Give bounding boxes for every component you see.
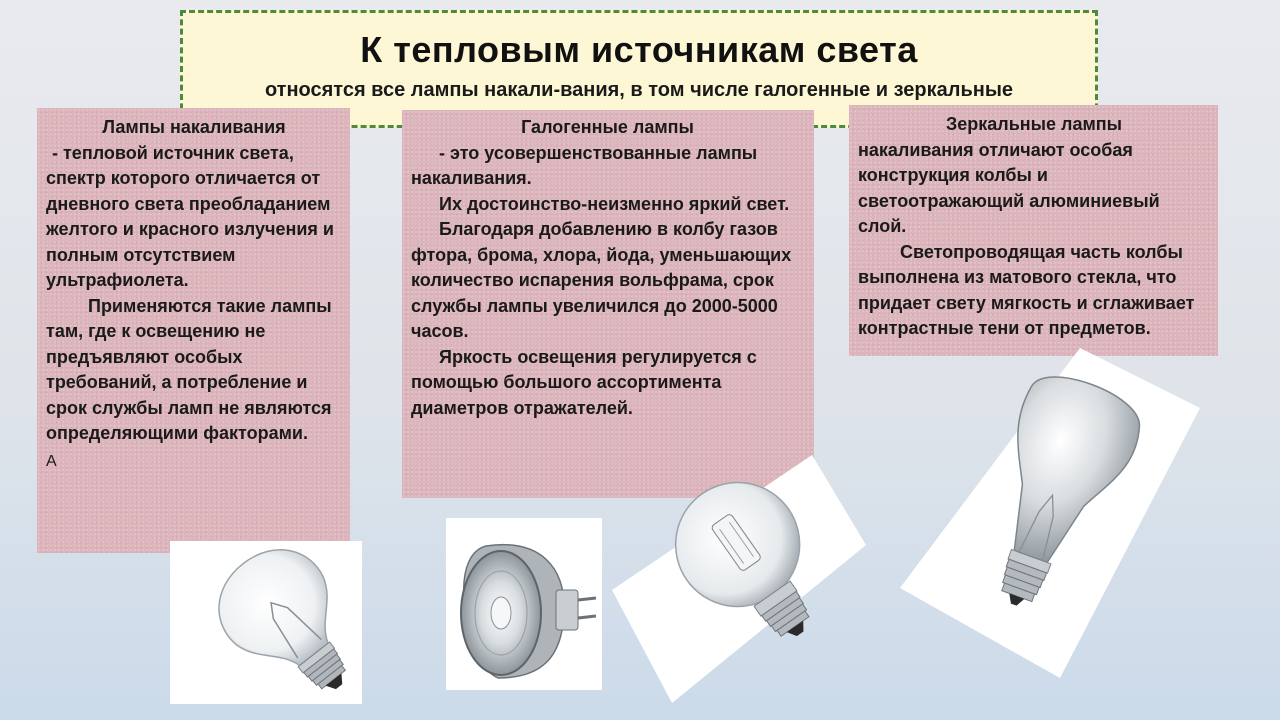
card-mirror xyxy=(849,105,1218,356)
photo-halogen-bulb xyxy=(612,455,866,703)
card-incandescent-note: А xyxy=(46,452,57,470)
card-mirror-heading: Зеркальные лампы xyxy=(945,114,1123,134)
slide-subtitle: относятся все лампы накали-вания, в том числе галогенные и зеркальные xyxy=(264,79,1014,101)
card-mirror-para-2: Светопроводящая часть колбы выполнена из матового стекла, что придает свету мягкость и сглаживает контрастные тени от предметов. xyxy=(858,241,1195,338)
photo-mirror-reflector-bulb xyxy=(900,348,1200,678)
card-halogen xyxy=(402,110,814,498)
card-halogen-para-1: - это усовершенствованные лампы накаливания. xyxy=(411,142,758,188)
photo-halogen-reflector-lamp xyxy=(446,518,602,690)
card-halogen-para-3: Благодаря добавлению в колбу газов фтора, брома, хлора, йода, уменьшающих количество испарения вольфрама, срок службы лампы увеличился до 2000-5000 часов. xyxy=(411,219,792,341)
card-halogen-para-4: Яркость освещения регулируется с помощью большого ассортимента диаметров отражателей. xyxy=(411,346,757,418)
card-incandescent-heading: Лампы накаливания xyxy=(102,117,286,137)
card-incandescent xyxy=(37,108,350,553)
card-mirror-para-1: накаливания отличают особая конструкция колбы и светоотражающий алюминиевый слой. xyxy=(858,139,1160,236)
card-halogen-para-2: Их достоинство-неизменно яркий свет. xyxy=(439,193,790,214)
mirror-reflector-bulb-icon xyxy=(900,348,1200,678)
slide-title: К тепловым источникам света xyxy=(360,29,918,70)
halogen-bulb-icon xyxy=(612,455,866,703)
photo-incandescent-bulb xyxy=(170,541,362,704)
card-incandescent-para-1: - тепловой источник света, спектр которого отличается от дневного света преобладанием желтого и красного излучения и полным отсутствием ультрафиолета. xyxy=(46,142,334,290)
card-incandescent-para-2: Применяются такие лампы там, где к освещению не предъявляют особых требований, а потребление и срок службы ламп не являются определяющими факторами. xyxy=(46,295,332,443)
card-halogen-heading: Галогенные лампы xyxy=(521,117,694,137)
incandescent-bulb-icon xyxy=(170,541,362,704)
halogen-reflector-lamp-icon xyxy=(446,518,602,690)
